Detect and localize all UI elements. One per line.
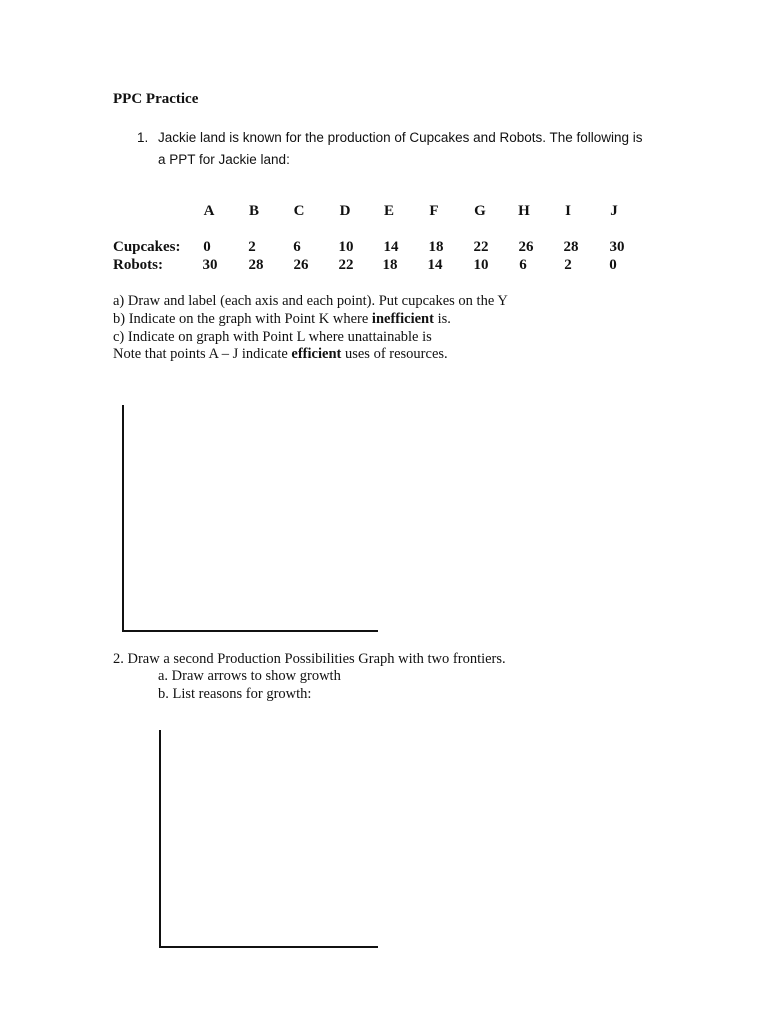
question-1-text-line-2: a PPT for Jackie land: [158, 152, 290, 167]
cupcakes-value-f: 18 [428, 239, 444, 255]
cupcakes-value-c: 6 [293, 239, 301, 255]
instruction-b [113, 311, 451, 328]
graph-1-y-axis [122, 405, 124, 632]
cupcakes-value-b: 2 [248, 239, 256, 255]
cupcakes-value-g: 22 [473, 239, 489, 255]
robots-value-j: 0 [609, 257, 617, 273]
cupcakes-value-h: 26 [518, 239, 534, 255]
instruction-note-end: uses of resources. [341, 346, 448, 362]
cupcakes-value-i: 28 [563, 239, 579, 255]
graph-1-x-axis [122, 630, 378, 632]
instruction-a: a) Draw and label (each axis and each point). Put cupcakes on the Y [113, 293, 508, 309]
cupcakes-row-label: Cupcakes: [113, 239, 181, 255]
cupcakes-value-j: 30 [609, 239, 625, 255]
robots-row-label: Robots: [113, 257, 164, 273]
point-header-j: J [610, 203, 618, 219]
instruction-note [113, 346, 448, 363]
instruction-c: c) Indicate on graph with Point L where unattainable is [113, 329, 432, 345]
graph-2-y-axis [159, 730, 161, 948]
point-header-b: B [248, 203, 259, 219]
point-header-d: D [339, 203, 351, 219]
point-header-e: E [383, 203, 394, 219]
question-2-part-b: b. List reasons for growth: [158, 686, 312, 702]
question-1-number: 1. [137, 130, 149, 145]
point-header-g: G [474, 203, 486, 219]
robots-value-i: 2 [564, 257, 572, 273]
question-2-text: 2. Draw a second Production Possibilities Graph with two frontiers. [113, 651, 506, 667]
instruction-b-bold: inefficient [371, 311, 434, 327]
cupcakes-value-d: 10 [338, 239, 354, 255]
point-header-f: F [429, 203, 439, 219]
cupcakes-value-e: 14 [383, 239, 399, 255]
robots-value-b: 28 [248, 257, 264, 273]
robots-value-c: 26 [293, 257, 309, 273]
cupcakes-value-a: 0 [203, 239, 211, 255]
point-header-i: I [565, 203, 571, 219]
robots-value-a: 30 [202, 257, 218, 273]
page-title: PPC Practice [113, 91, 199, 107]
instruction-b-end: is. [433, 311, 451, 327]
robots-value-g: 10 [473, 257, 489, 273]
question-2-part-a: a. Draw arrows to show growth [158, 668, 341, 684]
question-1-text-line-1: Jackie land is known for the production of Cupcakes and Robots. The following is [158, 130, 643, 145]
instruction-note-text: Note that points A – J indicate [113, 346, 292, 362]
point-header-c: C [293, 203, 305, 219]
robots-value-d: 22 [338, 257, 354, 273]
point-header-h: H [518, 203, 530, 219]
graph-2-x-axis [159, 946, 378, 948]
robots-value-h: 6 [519, 257, 527, 273]
point-header-a: A [203, 203, 215, 219]
robots-value-e: 18 [382, 257, 398, 273]
robots-value-f: 14 [427, 257, 443, 273]
instruction-b-text: b) Indicate on the graph with Point K where [113, 311, 372, 327]
instruction-note-bold: efficient [291, 346, 342, 362]
